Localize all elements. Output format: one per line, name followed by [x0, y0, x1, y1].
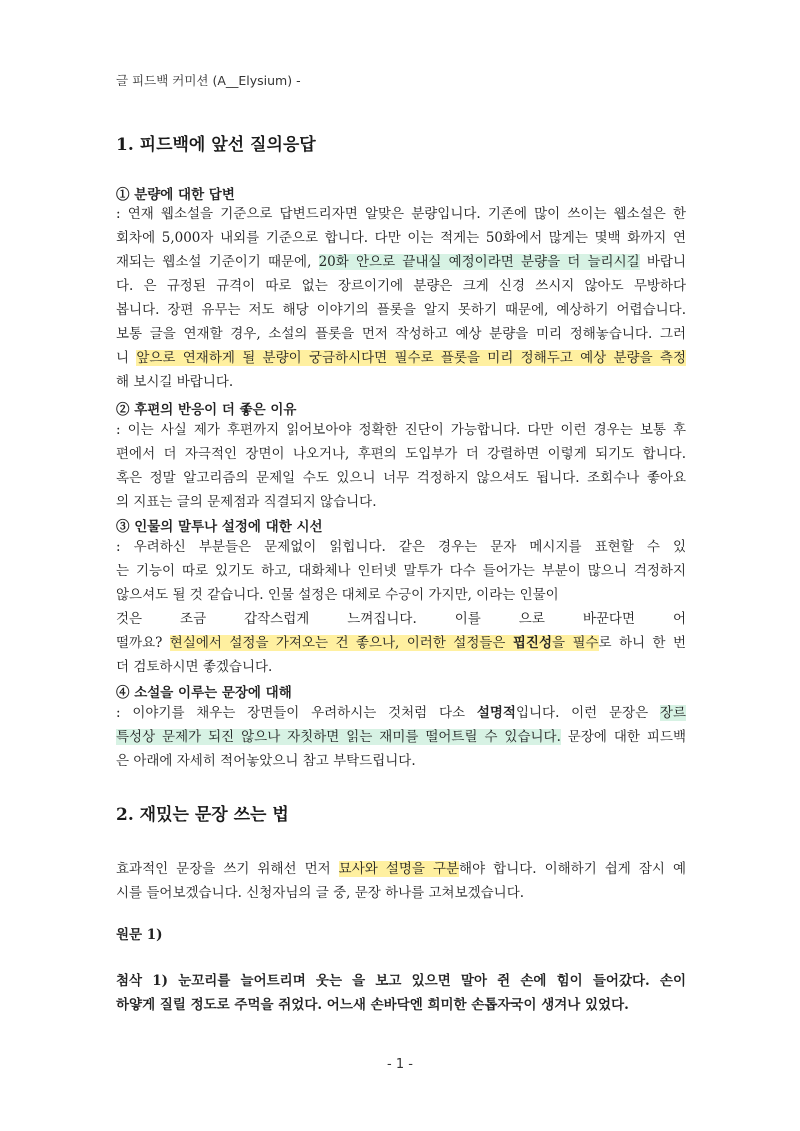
section1-title: 1. 피드백에 앞선 질의응답	[116, 135, 316, 155]
q2-line: 의 지표는 글의 문제점과 직결되지 않습니다.	[116, 494, 377, 510]
q1-line	[116, 348, 686, 368]
q4-line: 은 아래에 자세히 적어놓았으니 참고 부탁드립니다.	[116, 753, 416, 769]
q3-line: 않으셔도 될 것 같습니다. 인물 설정은 대체로 수긍이 가지만, 이라는 인물이	[116, 587, 559, 603]
text-span: 니	[116, 350, 137, 366]
q2-line: 혹은 정말 알고리즘의 문제일 수도 있으니 너무 걱정하지 않으셔도 됩니다. 조회수나 좋아요	[116, 470, 686, 486]
highlight-green: 특성상 문제가 되진 않으나 자칫하면 읽는 재미를 떨어트릴 수 있습니다.	[116, 729, 561, 745]
highlight-green: 20화 안으로 끝내실 예정이라면 분량을 더 늘리시길	[318, 254, 640, 270]
q3-line: 것은 조금 갑작스럽게 느껴집니다. 이를 으로 바꾼다면 어	[116, 611, 686, 627]
q3-line	[116, 633, 686, 653]
text-span: 해야 합니다. 이해하기 쉽게 잠시 예	[459, 861, 687, 877]
q3-heading: ③ 인물의 말투나 설정에 대한 시선	[116, 519, 323, 535]
document-header: 글 피드백 커미션 (A__Elysium) -	[116, 73, 301, 88]
section2-title: 2. 재밌는 문장 쓰는 법	[116, 805, 289, 825]
text-span: 떨까요?	[116, 635, 170, 651]
q2-heading: ② 후편의 반응이 더 좋은 이유	[116, 402, 297, 418]
q1-line	[116, 252, 686, 272]
q4-line	[116, 703, 686, 723]
body-line: 시를 들어보겠습니다. 신청자님의 글 중, 문장 하나를 고쳐보겠습니다.	[116, 885, 525, 901]
q3-line: : 우려하신 부분들은 문제없이 읽힙니다. 같은 경우는 문자 메시지를 표현할 수 있	[116, 539, 686, 555]
text-span: 바랍니	[639, 254, 686, 270]
highlight-yellow-bold: 핍진성	[512, 635, 552, 651]
original-label: 원문 1)	[116, 927, 163, 943]
q2-line: 편에서 더 자극적인 장면이 나오거나, 후편의 도입부가 더 강렬하면 이렇게 되기도 합니다.	[116, 446, 686, 462]
highlight-yellow: 을 필수	[552, 635, 599, 651]
q3-line: 더 검토하시면 좋겠습니다.	[116, 659, 273, 675]
text-span: 효과적인 문장을 쓰기 위해선 먼저	[116, 861, 339, 877]
text-span: 로 하니 한 번	[598, 635, 686, 651]
q1-line: 해 보시길 바랍니다.	[116, 374, 234, 390]
q1-line: 회차에 5,000자 내외를 기준으로 합니다. 다만 이는 적게는 50화에서 많게는 몇백 화까지 연	[116, 230, 686, 246]
q3-line: 는 기능이 따로 있기도 하고, 대화체나 인터넷 말투가 다수 들어가는 부분이 많으니 걱정하지	[116, 563, 686, 579]
q1-line: 봅니다. 장편 유무는 저도 해당 이야기의 플롯을 알지 못하기 때문에, 예상하기 어렵습니다.	[116, 302, 686, 318]
q1-heading: ① 분량에 대한 답변	[116, 187, 235, 203]
highlight-yellow: 현실에서 설정을 가져오는 건 좋으나, 이러한 설정들은	[169, 635, 513, 651]
text-span: 문장에 대한 피드백	[560, 729, 686, 745]
edit-line: 첨삭 1) 눈꼬리를 늘어트리며 웃는 을 보고 있으면 말아 쥔 손에 힘이 들어갔다. 손이	[116, 973, 686, 989]
q4-heading: ④ 소설을 이루는 문장에 대해	[116, 685, 292, 701]
q2-line: : 이는 사실 제가 후편까지 읽어보아야 정확한 진단이 가능합니다. 다만 이런 경우는 보통 후	[116, 422, 686, 438]
q1-line: : 연재 웹소설을 기준으로 답변드리자면 알맞은 분량입니다. 기존에 많이 쓰이는 웹소설은 한	[116, 206, 686, 222]
text-span: : 이야기를 채우는 장면들이 우려하시는 것처럼 다소	[116, 705, 477, 721]
highlight-yellow: 앞으로 연재하게 될 분량이 궁금하시다면 필수로 플롯을 미리 정해두고 예상 분량을 측정	[136, 350, 686, 366]
bold-text: 설명적	[476, 705, 516, 721]
body-line	[116, 859, 686, 879]
highlight-yellow: 묘사와 설명을 구분	[338, 861, 460, 877]
edit-line: 하얗게 질릴 정도로 주먹을 쥐었다. 어느새 손바닥엔 희미한 손톱자국이 생겨나 있었다.	[116, 997, 629, 1013]
page-number: - 1 -	[387, 1057, 413, 1072]
text-span: 재되는 웹소설 기준이기 때문에,	[116, 254, 319, 270]
q1-line: 보통 글을 연재할 경우, 소설의 플롯을 먼저 작성하고 예상 분량을 미리 정해놓습니다. 그러	[116, 326, 686, 342]
highlight-green: 장르	[659, 705, 686, 721]
q4-line	[116, 727, 686, 747]
q1-line: 다. 은 규정된 규격이 따로 없는 장르이기에 분량은 크게 신경 쓰시지 않아도 무방하다	[116, 278, 686, 294]
text-span: 입니다. 이런 문장은	[515, 705, 660, 721]
